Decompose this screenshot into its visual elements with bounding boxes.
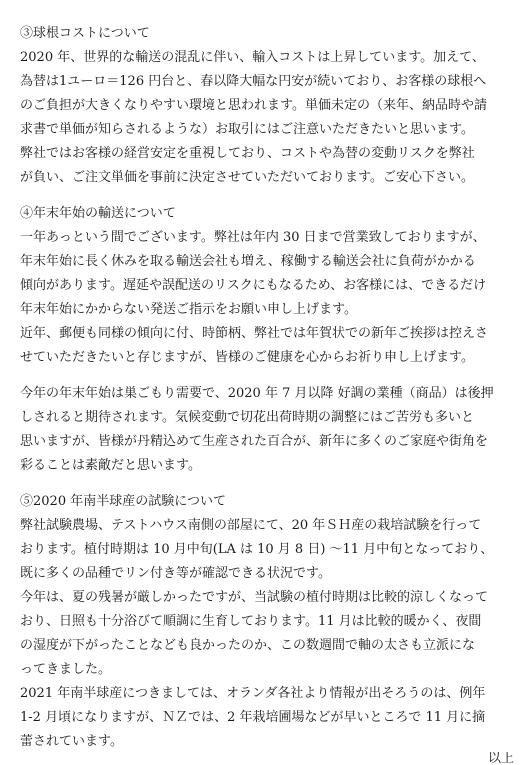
section-4-heading: ④年末年始の輸送について xyxy=(20,206,176,221)
paragraph-line: 今年の年末年始は巣ごもり需要で、2020 年 7 月以降 好調の業種（商品）は後押 xyxy=(20,386,494,401)
paragraph-line: 2020 年、世界的な輸送の混乱に伴い、輸入コストは上昇しています。加えて、 xyxy=(20,50,485,65)
paragraph-line: 1-2 月頃になりますが、ＮＺでは、2 年栽培圃場などが早いところで 11 月に摘 xyxy=(20,710,486,725)
paragraph-line: の湿度が下がったことなども良かったのか、この数週間で軸の太さも立派にな xyxy=(20,638,476,653)
section-3-heading: ③球根コストについて xyxy=(20,26,150,41)
paragraph-line: が負い、ご注文単価を事前に決定させていただいております。ご安心下さい。 xyxy=(20,170,474,185)
paragraph-line: おります。植付時期は 10 月中旬(LA は 10 月 8 日) 〜11 月中旬となっており、 xyxy=(20,542,494,557)
paragraph-line: 思いますが、皆様が丹精込めて生産された百合が、新年に多くのご家庭や街角を xyxy=(20,434,489,449)
paragraph-line: 一年あっという間でございます。弊社は年内 30 日まで営業致しておりますが、 xyxy=(20,230,486,245)
closing-ijou: 以上 xyxy=(487,752,514,765)
paragraph-line: 蕾されています。 xyxy=(20,734,123,749)
paragraph-line: 為替は1ユーロ＝126 円台と、春以降大幅な円安が続いており、お客様の球根へ xyxy=(20,74,487,89)
paragraph-line: 求書で単価が知らされるような）お取引にはご注意いただきたいと思います。 xyxy=(20,122,474,137)
paragraph-line: 弊社試験農場、テストハウス南側の部屋にて、20 年ＳＨ産の栽培試験を行って xyxy=(20,518,482,533)
paragraph-line: 今年は、夏の残暑が厳しかったですが、当試験の植付時期は比較的涼しくなって xyxy=(20,590,489,605)
paragraph-line: 2021 年南半球産につきましては、オランダ各社より情報が出そろうのは、例年 xyxy=(20,686,486,701)
paragraph-line: 近年、郵便も同様の傾向に付、時節柄、弊社では年賀状での新年ご挨拶は控えさ xyxy=(20,326,489,341)
paragraph-line: ってきました。 xyxy=(20,662,112,677)
paragraph-line: 年末年始に長く休みを取る輸送会社も増え、稼働する輸送会社に負荷がかかる xyxy=(20,254,476,269)
paragraph-line: 弊社ではお客様の経営安定を重視しており、コストや為替の変動リスクを弊社 xyxy=(20,146,475,161)
paragraph-line: のご負担が大きくなりやすい環境と思われます。単価未定の（来年、納品時や請 xyxy=(20,98,487,113)
paragraph-line: しされると期待されます。気候変動で切花出荷時期の調整にはご苦労も多いと xyxy=(20,410,474,425)
paragraph-line: せていただきたいと存じますが、皆様のご健康を心からお祈り申し上げます。 xyxy=(20,350,474,365)
paragraph-line: 既に多くの品種でリン付き等が確認できる状況です。 xyxy=(20,566,331,581)
section-5-heading: ⑤2020 年南半球産の試験について xyxy=(20,494,226,509)
paragraph-line: 年末年始にかからない発送ご指示をお願い申し上げます。 xyxy=(20,302,357,317)
paragraph-line: 傾向があります。遅延や誤配送のリスクにもなるため、お客様には、できるだけ xyxy=(20,278,487,293)
paragraph-line: おり、日照も十分浴びて順調に生育しております。11 月は比較的暖かく、夜間 xyxy=(20,614,482,629)
paragraph-line: 彩ることは素敵だと思います。 xyxy=(20,458,201,473)
